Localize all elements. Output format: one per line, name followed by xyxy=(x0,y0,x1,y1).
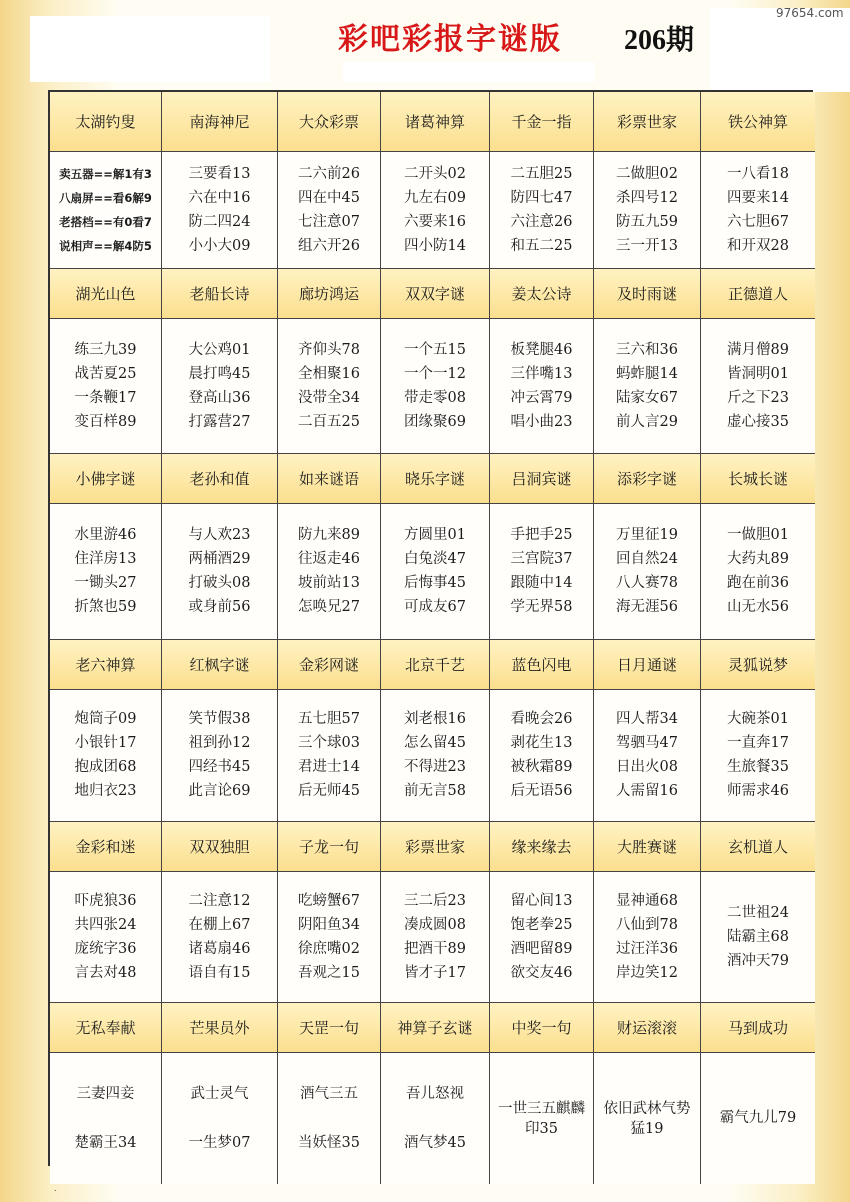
riddle-line: 在棚上67 xyxy=(188,916,251,933)
riddle-line: 水里游46 xyxy=(74,527,137,543)
riddle-line: 饱老拳25 xyxy=(510,916,573,933)
riddle-line: 后无语56 xyxy=(510,783,573,799)
column-header: 芒果员外 xyxy=(162,1003,278,1053)
column-header: 日月通谜 xyxy=(594,640,701,690)
riddle-line: 防二四24 xyxy=(188,213,251,230)
riddle-line: 诸葛扇46 xyxy=(188,940,251,957)
riddle-line: 没带全34 xyxy=(298,389,360,406)
riddle-line: 山无水56 xyxy=(727,599,789,615)
column-header: 缘来缘去 xyxy=(490,822,594,872)
riddle-line: 四小防14 xyxy=(404,237,466,254)
riddle-line: 二世祖24 xyxy=(727,904,789,921)
riddle-line: 老搭档==有0看7 xyxy=(59,215,152,229)
riddle-line: 此言论69 xyxy=(188,783,251,799)
riddle-cell xyxy=(278,319,381,454)
column-header: 南海神尼 xyxy=(162,92,278,152)
page-title: 彩吧彩报字谜版 xyxy=(338,22,562,57)
riddle-line: 怎么留45 xyxy=(404,735,466,751)
riddle-line: 一个一12 xyxy=(404,365,466,382)
riddle-line: 方圆里01 xyxy=(404,527,466,543)
riddle-line: 万里征19 xyxy=(616,527,678,543)
riddle-line: 后悔事45 xyxy=(404,575,466,591)
riddle-cell xyxy=(594,319,701,454)
riddle-line: 一做胆01 xyxy=(727,527,789,543)
column-header: 廊坊鸿运 xyxy=(278,269,381,319)
riddle-line: 板凳腿46 xyxy=(510,341,573,358)
column-header: 无私奉献 xyxy=(50,1003,162,1053)
riddle-line: 战苦夏25 xyxy=(74,365,137,382)
column-header: 蓝色闪电 xyxy=(490,640,594,690)
riddle-cell xyxy=(594,1053,701,1184)
riddle-line: 一条鞭17 xyxy=(74,389,137,406)
riddle-line: 祖到孙12 xyxy=(188,735,251,751)
riddle-line: 酒冲天79 xyxy=(727,952,789,969)
riddle-line: 学无界58 xyxy=(510,599,573,615)
riddle-line: 三伴嘴13 xyxy=(510,365,573,382)
riddle-line: 生旅餐35 xyxy=(727,759,789,775)
riddle-line: 住洋房13 xyxy=(74,551,137,567)
riddle-line: 与人欢23 xyxy=(188,527,251,543)
riddle-line: 八扇屏==看6解9 xyxy=(59,191,152,205)
riddle-line: 七注意07 xyxy=(298,213,360,230)
riddle-cell xyxy=(701,152,815,269)
riddle-cell xyxy=(278,1053,381,1184)
riddle-cell xyxy=(701,690,815,822)
riddle-line: 言去对48 xyxy=(74,964,137,981)
column-header: 大众彩票 xyxy=(278,92,381,152)
riddle-line: 大公鸡01 xyxy=(188,341,251,358)
riddle-line: 把酒干89 xyxy=(404,940,466,957)
column-header: 金彩网谜 xyxy=(278,640,381,690)
riddle-cell xyxy=(490,690,594,822)
riddle-line: 日出火08 xyxy=(616,759,678,775)
riddle-line: 打破头08 xyxy=(188,575,251,591)
riddle-cell xyxy=(381,504,490,640)
riddle-line: 欲交友46 xyxy=(510,964,573,981)
riddle-line: 冲云霄79 xyxy=(510,389,573,406)
riddle-line: 阴阳鱼34 xyxy=(298,916,360,933)
column-header: 姜太公诗 xyxy=(490,269,594,319)
riddle-line: 二做胆02 xyxy=(616,165,678,182)
riddle-cell xyxy=(278,872,381,1003)
riddle-line: 登高山36 xyxy=(188,389,251,406)
riddle-cell xyxy=(278,690,381,822)
riddle-line: 庞统字36 xyxy=(74,940,137,957)
column-header: 湖光山色 xyxy=(50,269,162,319)
riddle-line: 二注意12 xyxy=(188,892,251,909)
column-header: 天罡一句 xyxy=(278,1003,381,1053)
riddle-line: 被秋霜89 xyxy=(510,759,573,775)
riddle-cell xyxy=(50,690,162,822)
column-header: 双双独胆 xyxy=(162,822,278,872)
riddle-line: 说相声==解4防5 xyxy=(59,239,152,253)
riddle-cell xyxy=(162,504,278,640)
riddle-cell xyxy=(278,152,381,269)
riddle-line: 凑成圆08 xyxy=(404,916,466,933)
riddle-line: 霸气九儿79 xyxy=(719,1110,797,1126)
riddle-line: 三宫院37 xyxy=(510,551,573,567)
column-header: 灵狐说梦 xyxy=(701,640,815,690)
riddle-line: 酒气三五 xyxy=(299,1085,358,1102)
column-header: 神算子玄谜 xyxy=(381,1003,490,1053)
riddle-line: 防五九59 xyxy=(616,213,678,230)
riddle-line: 可成友67 xyxy=(404,599,466,615)
stray-dot: . xyxy=(54,1184,57,1193)
riddle-line: 蚂蚱腿14 xyxy=(616,365,678,382)
riddle-cell xyxy=(594,152,701,269)
column-header: 彩票世家 xyxy=(381,822,490,872)
riddle-line: 手把手25 xyxy=(510,527,573,543)
riddle-cell xyxy=(490,319,594,454)
riddle-line: 齐仰头78 xyxy=(298,341,360,358)
riddle-cell xyxy=(50,504,162,640)
riddle-line: 驾驷马47 xyxy=(616,735,678,751)
column-header: 晓乐字谜 xyxy=(381,454,490,504)
riddle-line: 跑在前36 xyxy=(727,575,789,591)
column-header: 太湖钓叟 xyxy=(50,92,162,152)
riddle-line: 前无言58 xyxy=(404,783,466,799)
riddle-cell xyxy=(50,1053,162,1184)
riddle-line: 过汪洋36 xyxy=(616,940,678,957)
riddle-line: 地归衣23 xyxy=(74,783,137,799)
riddle-line: 六七胆67 xyxy=(727,213,789,230)
riddle-line: 跟随中14 xyxy=(510,575,573,591)
riddle-cell xyxy=(594,872,701,1003)
riddle-line: 依旧武林气势猛19 xyxy=(603,1100,691,1137)
riddle-line: 一生梦07 xyxy=(188,1134,251,1151)
riddle-line: 四要来14 xyxy=(727,189,789,206)
column-header: 铁公神算 xyxy=(701,92,815,152)
riddle-line: 岸边笑12 xyxy=(616,964,678,981)
riddle-line: 四人帮34 xyxy=(616,711,678,727)
column-header: 添彩字谜 xyxy=(594,454,701,504)
riddle-line: 斤之下23 xyxy=(727,389,789,406)
riddle-line: 满月僧89 xyxy=(727,341,789,358)
riddle-cell xyxy=(162,690,278,822)
riddle-line: 酒气梦45 xyxy=(404,1134,466,1151)
riddle-cell xyxy=(594,504,701,640)
riddle-line: 团缘聚69 xyxy=(404,413,466,430)
riddle-line: 三要看13 xyxy=(188,165,251,182)
column-header: 金彩和迷 xyxy=(50,822,162,872)
riddle-line: 师需求46 xyxy=(727,783,789,799)
riddle-line: 唱小曲23 xyxy=(510,413,573,430)
riddle-line: 五七胆57 xyxy=(298,711,360,727)
riddle-line: 六注意26 xyxy=(510,213,573,230)
riddle-cell xyxy=(50,872,162,1003)
riddle-line: 笑节假38 xyxy=(188,711,251,727)
riddle-line: 大碗茶01 xyxy=(727,711,789,727)
riddle-line: 练三九39 xyxy=(74,341,137,358)
riddle-line: 二开头02 xyxy=(404,165,466,182)
riddle-line: 小小大09 xyxy=(188,237,251,254)
riddle-line: 虚心接35 xyxy=(727,413,789,430)
riddle-line: 三二后23 xyxy=(404,892,466,909)
column-header: 及时雨谜 xyxy=(594,269,701,319)
riddle-cell xyxy=(490,872,594,1003)
riddle-line: 组六开26 xyxy=(298,237,360,254)
column-header: 中奖一句 xyxy=(490,1003,594,1053)
riddle-line: 前人言29 xyxy=(616,413,678,430)
riddle-line: 带走零08 xyxy=(404,389,466,406)
riddle-line: 海无涯56 xyxy=(616,599,678,615)
riddle-cell xyxy=(381,872,490,1003)
riddle-line: 两桶酒29 xyxy=(188,551,251,567)
column-header: 老船长诗 xyxy=(162,269,278,319)
riddle-line: 六在中16 xyxy=(188,189,251,206)
riddle-cell xyxy=(701,1053,815,1184)
blank-box-left xyxy=(30,16,270,82)
riddle-line: 君进士14 xyxy=(298,759,360,775)
column-header: 北京千艺 xyxy=(381,640,490,690)
riddle-line: 吃螃蟹67 xyxy=(298,892,360,909)
column-header: 千金一指 xyxy=(490,92,594,152)
column-header: 老六神算 xyxy=(50,640,162,690)
column-header: 小佛字谜 xyxy=(50,454,162,504)
column-header: 子龙一句 xyxy=(278,822,381,872)
column-header: 彩票世家 xyxy=(594,92,701,152)
riddle-cell xyxy=(701,872,815,1003)
riddle-line: 吾儿怒视 xyxy=(405,1085,464,1102)
riddle-cell xyxy=(381,690,490,822)
riddle-line: 皆才子17 xyxy=(404,964,466,981)
riddle-line: 防四七47 xyxy=(510,189,573,206)
riddle-line: 八人赛78 xyxy=(616,575,678,591)
riddle-cell xyxy=(381,152,490,269)
column-header: 红枫字谜 xyxy=(162,640,278,690)
column-header: 双双字谜 xyxy=(381,269,490,319)
riddle-line: 武士灵气 xyxy=(190,1085,249,1102)
column-header: 长城长谜 xyxy=(701,454,815,504)
column-header: 财运滚滚 xyxy=(594,1003,701,1053)
riddle-line: 一直奔17 xyxy=(727,735,789,751)
site-watermark: 97654.com xyxy=(776,6,844,20)
riddle-cell xyxy=(490,1053,594,1184)
issue-number: 206期 xyxy=(624,25,695,56)
riddle-line: 四在中45 xyxy=(298,189,360,206)
riddle-line: 皆洞明01 xyxy=(727,365,789,382)
riddle-line: 九左右09 xyxy=(404,189,466,206)
blank-box-right xyxy=(710,8,850,92)
riddle-cell xyxy=(50,152,162,269)
riddle-line: 三六和36 xyxy=(616,341,678,358)
riddle-line: 坡前站13 xyxy=(298,575,360,591)
riddle-line: 后无师45 xyxy=(298,783,360,799)
riddle-cell xyxy=(50,319,162,454)
riddle-line: 大药丸89 xyxy=(727,551,789,567)
column-header: 正德道人 xyxy=(701,269,815,319)
riddle-line: 防九来89 xyxy=(298,527,360,543)
riddle-line: 往返走46 xyxy=(298,551,360,567)
riddle-line: 全相聚16 xyxy=(298,365,360,382)
riddle-cell xyxy=(162,152,278,269)
column-header: 玄机道人 xyxy=(701,822,815,872)
riddle-line: 杀四号12 xyxy=(616,189,678,206)
column-header: 大胜赛谜 xyxy=(594,822,701,872)
riddle-line: 卖五器==解1有3 xyxy=(59,167,152,181)
riddle-line: 四经书45 xyxy=(188,759,251,775)
riddle-line: 吓虎狼36 xyxy=(74,892,137,909)
riddle-line: 一个五15 xyxy=(404,341,466,358)
riddle-line: 打露营27 xyxy=(188,413,251,430)
riddle-line: 回自然24 xyxy=(616,551,678,567)
riddle-line: 一世三五麒麟印35 xyxy=(498,1100,585,1137)
riddle-cell xyxy=(701,319,815,454)
riddle-line: 怎唤兄27 xyxy=(298,599,360,615)
column-header: 马到成功 xyxy=(701,1003,815,1053)
column-header: 如来谜语 xyxy=(278,454,381,504)
riddle-line: 和开双28 xyxy=(727,237,789,254)
riddle-cell xyxy=(594,690,701,822)
riddle-line: 变百样89 xyxy=(74,413,137,430)
riddle-line: 三一开13 xyxy=(616,237,678,254)
column-header: 吕洞宾谜 xyxy=(490,454,594,504)
riddle-cell xyxy=(490,504,594,640)
column-header: 老孙和值 xyxy=(162,454,278,504)
riddle-line: 六要来16 xyxy=(404,213,466,230)
riddle-cell xyxy=(381,1053,490,1184)
riddle-line: 剥花生13 xyxy=(510,735,573,751)
riddle-line: 酒吧留89 xyxy=(510,940,573,957)
riddle-line: 或身前56 xyxy=(188,599,251,615)
riddle-cell xyxy=(278,504,381,640)
riddle-cell xyxy=(162,872,278,1003)
riddle-line: 人需留16 xyxy=(616,783,678,799)
riddle-line: 吾观之15 xyxy=(298,964,360,981)
riddle-cell xyxy=(162,1053,278,1184)
riddle-cell xyxy=(162,319,278,454)
riddle-line: 陆霸主68 xyxy=(727,928,789,945)
riddle-cell xyxy=(381,319,490,454)
riddle-line: 一八看18 xyxy=(727,165,789,182)
riddle-line: 三个球03 xyxy=(298,735,360,751)
riddle-line: 八仙到78 xyxy=(616,916,678,933)
riddle-line: 当妖怪35 xyxy=(298,1134,360,1151)
riddle-line: 语自有15 xyxy=(188,964,251,981)
riddle-line: 晨打鸣45 xyxy=(188,365,251,382)
riddle-line: 不得进23 xyxy=(404,759,466,775)
riddle-line: 二五胆25 xyxy=(510,165,573,182)
riddle-cell xyxy=(701,504,815,640)
riddle-line: 二六前26 xyxy=(298,165,360,182)
riddle-line: 看晚会26 xyxy=(510,711,573,727)
riddle-line: 折煞也59 xyxy=(74,599,137,615)
riddle-line: 显神通68 xyxy=(616,892,678,909)
column-header: 诸葛神算 xyxy=(381,92,490,152)
riddle-line: 共四张24 xyxy=(74,916,137,933)
riddle-line: 白兔淡47 xyxy=(404,551,466,567)
riddle-line: 二百五25 xyxy=(298,413,360,430)
riddle-line: 三妻四妾 xyxy=(76,1085,135,1102)
riddle-cell xyxy=(490,152,594,269)
riddle-line: 楚霸王34 xyxy=(74,1134,137,1151)
riddle-line: 陆家女67 xyxy=(616,389,678,406)
riddle-line: 留心间13 xyxy=(510,892,573,909)
riddle-table xyxy=(48,90,813,1166)
riddle-line: 一锄头27 xyxy=(74,575,137,591)
riddle-line: 刘老根16 xyxy=(404,711,466,727)
riddle-line: 炮筒子09 xyxy=(74,711,137,727)
riddle-line: 抱成团68 xyxy=(74,759,137,775)
riddle-line: 徐庶嘴02 xyxy=(298,940,360,957)
blank-box-center xyxy=(343,62,595,82)
riddle-line: 小银针17 xyxy=(74,735,137,751)
riddle-line: 和五二25 xyxy=(510,237,573,254)
